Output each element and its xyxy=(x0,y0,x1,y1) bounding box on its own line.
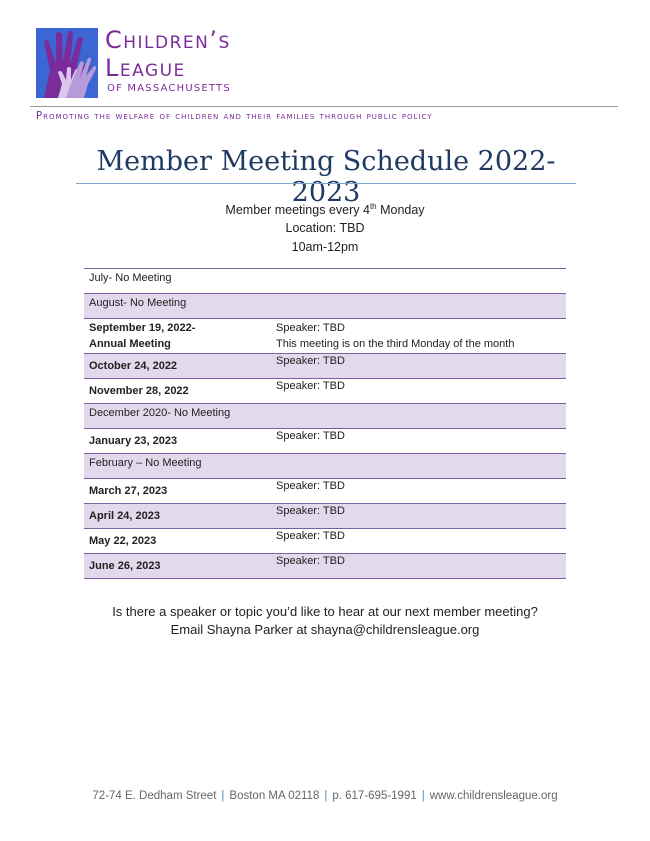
meeting-time: 10am-12pm xyxy=(291,240,359,254)
meeting-frequency xyxy=(0,202,650,217)
schedule-table xyxy=(84,268,566,579)
table-row xyxy=(84,453,566,478)
title-divider xyxy=(76,183,576,184)
header-divider xyxy=(30,106,618,107)
schedule-date: February – No Meeting xyxy=(89,457,202,469)
contact-email-text: Email Shayna Parker at shayna@childrensleague.org xyxy=(170,622,480,637)
org-name-line2: League xyxy=(105,54,186,82)
footer-address: 72-74 E. Dedham Street xyxy=(92,790,217,802)
schedule-date-line1: September 19, 2022- xyxy=(89,322,196,334)
speaker-text: Speaker: TBD xyxy=(276,530,345,542)
organization-name xyxy=(105,28,231,94)
schedule-date xyxy=(84,319,274,353)
speaker-text: Speaker: TBD xyxy=(276,322,345,334)
schedule-note: This meeting is on the third Monday of the month xyxy=(276,338,515,350)
table-row xyxy=(84,553,566,579)
tagline: Promoting the welfare of children and their families through public policy xyxy=(36,111,433,122)
footer-separator: | xyxy=(221,790,225,802)
speaker-text: Speaker: TBD xyxy=(276,355,345,367)
speaker-text: Speaker: TBD xyxy=(276,380,345,392)
speaker-text: Speaker: TBD xyxy=(276,505,345,517)
frequency-day: Monday xyxy=(376,203,425,218)
footer-phone: p. 617-695-1991 xyxy=(332,790,417,802)
page-title: Member Meeting Schedule 2022-2023 xyxy=(96,146,556,208)
table-row xyxy=(84,528,566,553)
table-row xyxy=(84,503,566,528)
schedule-date: April 24, 2023 xyxy=(89,510,160,522)
schedule-date-line2: Annual Meeting xyxy=(89,338,171,350)
schedule-date: July- No Meeting xyxy=(89,272,172,284)
schedule-date: June 26, 2023 xyxy=(89,560,161,572)
page-footer xyxy=(0,790,650,802)
frequency-text: Member meetings every 4 xyxy=(225,203,370,218)
speaker-text: Speaker: TBD xyxy=(276,555,345,567)
hands-logo-icon xyxy=(36,28,98,98)
org-name-line1: Children’s xyxy=(105,26,231,54)
footer-separator: | xyxy=(324,790,328,802)
schedule-date: November 28, 2022 xyxy=(89,385,189,397)
footer-separator: | xyxy=(421,790,425,802)
table-row xyxy=(84,293,566,318)
schedule-date: December 2020- No Meeting xyxy=(89,407,231,419)
table-row xyxy=(84,268,566,293)
table-row xyxy=(84,428,566,453)
meeting-location: Location: TBD xyxy=(285,221,365,235)
ordinal-suffix: th xyxy=(369,202,377,211)
table-row xyxy=(84,378,566,403)
org-name-line3: OF MASSACHUSETTS xyxy=(107,83,231,94)
schedule-info xyxy=(274,319,566,353)
table-row xyxy=(84,318,566,353)
speaker-text: Speaker: TBD xyxy=(276,480,345,492)
table-row xyxy=(84,353,566,378)
table-row xyxy=(84,403,566,428)
speaker-text: Speaker: TBD xyxy=(276,430,345,442)
schedule-date: January 23, 2023 xyxy=(89,435,178,447)
table-row xyxy=(84,478,566,503)
speaker-request-text: Is there a speaker or topic you’d like to hear at our next member meeting? xyxy=(112,604,538,619)
schedule-date: May 22, 2023 xyxy=(89,535,157,547)
schedule-date: October 24, 2022 xyxy=(89,360,178,372)
footer-website: www.childrensleague.org xyxy=(429,790,558,802)
schedule-date: March 27, 2023 xyxy=(89,485,168,497)
footer-city: Boston MA 02118 xyxy=(229,790,320,802)
schedule-date: August- No Meeting xyxy=(89,297,187,309)
